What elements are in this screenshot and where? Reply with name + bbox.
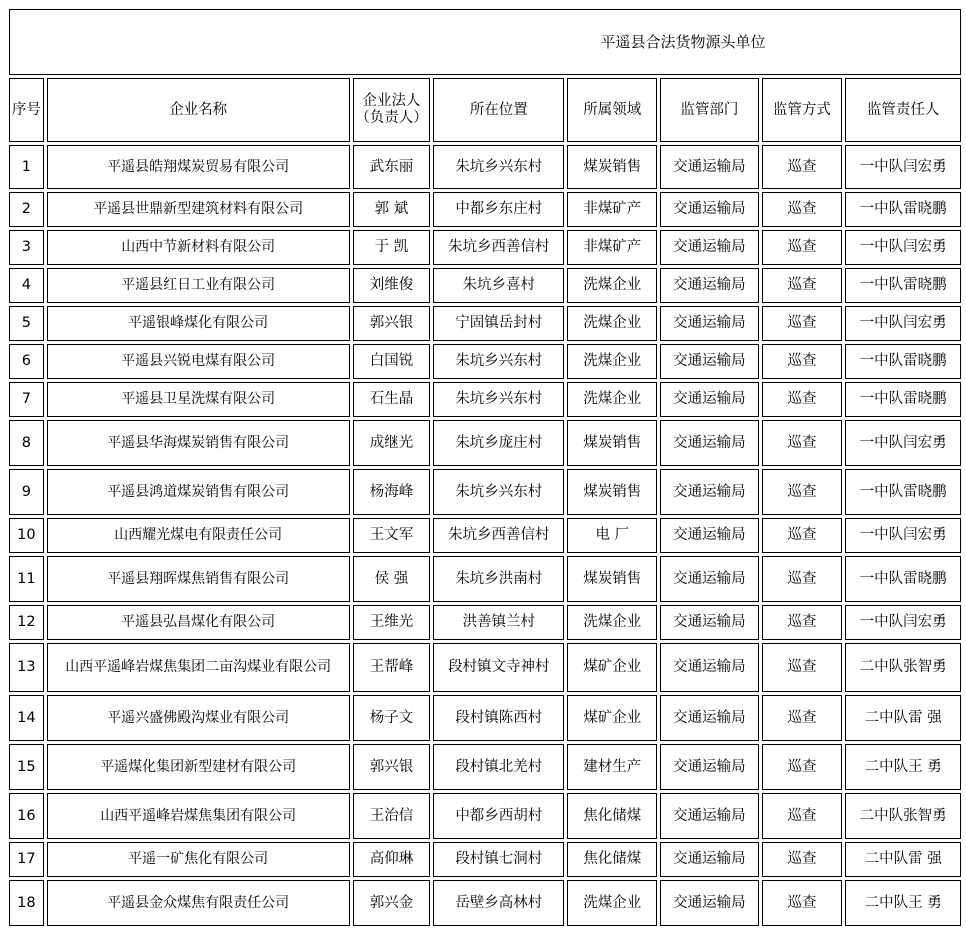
cell-location: 朱坑乡兴东村 [433,382,564,417]
cell-method: 巡查 [762,695,843,741]
cell-legal: 杨子文 [353,695,431,741]
cell-department: 交通运输局 [660,695,758,741]
cell-name: 平遥县弘昌煤化有限公司 [47,605,350,640]
cell-legal: 于 凯 [353,230,431,265]
cell-legal: 高仰琳 [353,842,431,877]
table-row [9,306,961,341]
cell-legal: 王维光 [353,605,431,640]
cell-method: 巡查 [762,192,843,227]
cell-legal: 郭兴银 [353,744,431,790]
table-row [9,695,961,741]
table-row [9,556,961,602]
table-row [9,192,961,227]
cell-seq: 13 [9,643,44,692]
cell-seq: 14 [9,695,44,741]
cell-department: 交通运输局 [660,605,758,640]
cell-location: 段村镇七洞村 [433,842,564,877]
cell-responsible: 二中队雷 强 [845,842,961,877]
cell-responsible: 一中队闫宏勇 [845,230,961,265]
table-row [9,420,961,466]
title-row [9,9,961,75]
cell-seq: 10 [9,518,44,553]
cell-responsible: 一中队雷晓鹏 [845,556,961,602]
cell-method: 巡查 [762,469,843,515]
cell-responsible: 二中队王 勇 [845,880,961,926]
cell-legal: 石生晶 [353,382,431,417]
cell-seq: 9 [9,469,44,515]
cell-name: 平遥县兴锐电煤有限公司 [47,344,350,379]
cell-seq: 2 [9,192,44,227]
cell-responsible: 一中队闫宏勇 [845,605,961,640]
table-row [9,793,961,839]
cell-name: 平遥县鸿道煤炭销售有限公司 [47,469,350,515]
cell-name: 山西平遥峰岩煤焦集团有限公司 [47,793,350,839]
cell-seq: 18 [9,880,44,926]
cell-method: 巡查 [762,518,843,553]
cell-name: 平遥县红日工业有限公司 [47,268,350,303]
cell-field: 煤炭销售 [567,469,657,515]
cell-department: 交通运输局 [660,420,758,466]
cell-field: 洗煤企业 [567,880,657,926]
table-row [9,344,961,379]
cell-responsible: 一中队雷晓鹏 [845,382,961,417]
cell-method: 巡查 [762,268,843,303]
cell-responsible: 一中队闫宏勇 [845,420,961,466]
cell-legal: 郭 斌 [353,192,431,227]
cell-responsible: 一中队闫宏勇 [845,518,961,553]
cell-name: 平遥兴盛佛殿沟煤业有限公司 [47,695,350,741]
cell-seq: 15 [9,744,44,790]
cell-seq: 7 [9,382,44,417]
header-row [9,78,961,142]
cell-field: 洗煤企业 [567,268,657,303]
table-row [9,382,961,417]
cell-responsible: 一中队雷晓鹏 [845,469,961,515]
source-units-table [6,6,964,929]
table-row [9,145,961,189]
table-row [9,880,961,926]
cell-location: 岳壁乡高林村 [433,880,564,926]
table-title: 平遥县合法货物源头单位 [600,32,766,51]
cell-location: 朱坑乡兴东村 [433,145,564,189]
cell-legal: 王文军 [353,518,431,553]
cell-department: 交通运输局 [660,842,758,877]
cell-location: 朱坑乡洪南村 [433,556,564,602]
cell-seq: 5 [9,306,44,341]
table-row [9,469,961,515]
table-row [9,518,961,553]
cell-method: 巡查 [762,420,843,466]
cell-field: 煤炭销售 [567,420,657,466]
cell-field: 煤炭销售 [567,145,657,189]
cell-seq: 11 [9,556,44,602]
cell-name: 平遥煤化集团新型建材有限公司 [47,744,350,790]
cell-method: 巡查 [762,842,843,877]
cell-location: 段村镇北羌村 [433,744,564,790]
cell-responsible: 一中队闫宏勇 [845,145,961,189]
cell-department: 交通运输局 [660,556,758,602]
cell-name: 平遥县翔晖煤焦销售有限公司 [47,556,350,602]
header-department: 监管部门 [660,78,758,142]
cell-method: 巡查 [762,230,843,265]
cell-department: 交通运输局 [660,880,758,926]
header-name: 企业名称 [47,78,350,142]
header-method: 监管方式 [762,78,843,142]
header-field: 所属领域 [567,78,657,142]
header-responsible: 监管责任人 [845,78,961,142]
cell-method: 巡查 [762,643,843,692]
cell-legal: 杨海峰 [353,469,431,515]
cell-method: 巡查 [762,382,843,417]
table-row [9,643,961,692]
cell-seq: 12 [9,605,44,640]
cell-responsible: 二中队张智勇 [845,793,961,839]
cell-department: 交通运输局 [660,145,758,189]
cell-name: 平遥县华海煤炭销售有限公司 [47,420,350,466]
table-row [9,842,961,877]
cell-department: 交通运输局 [660,382,758,417]
cell-department: 交通运输局 [660,268,758,303]
cell-department: 交通运输局 [660,744,758,790]
cell-responsible: 一中队雷晓鹏 [845,268,961,303]
cell-field: 洗煤企业 [567,344,657,379]
cell-location: 朱坑乡喜村 [433,268,564,303]
cell-field: 洗煤企业 [567,382,657,417]
cell-legal: 武东丽 [353,145,431,189]
cell-legal: 成继光 [353,420,431,466]
cell-name: 平遥一矿焦化有限公司 [47,842,350,877]
cell-department: 交通运输局 [660,643,758,692]
cell-name: 山西平遥峰岩煤焦集团二亩沟煤业有限公司 [47,643,350,692]
cell-name: 平遥县皓翔煤炭贸易有限公司 [47,145,350,189]
cell-department: 交通运输局 [660,344,758,379]
cell-location: 朱坑乡西善信村 [433,518,564,553]
cell-name: 平遥县世鼎新型建筑材料有限公司 [47,192,350,227]
cell-location: 朱坑乡西善信村 [433,230,564,265]
cell-field: 洗煤企业 [567,306,657,341]
cell-name: 山西耀光煤电有限责任公司 [47,518,350,553]
cell-method: 巡查 [762,605,843,640]
cell-seq: 4 [9,268,44,303]
cell-legal: 侯 强 [353,556,431,602]
cell-location: 段村镇陈西村 [433,695,564,741]
cell-legal: 郭兴银 [353,306,431,341]
header-legal: 企业法人（负责人） [353,78,431,142]
table-title-cell [9,9,961,75]
cell-responsible: 二中队雷 强 [845,695,961,741]
cell-legal: 郭兴金 [353,880,431,926]
cell-seq: 16 [9,793,44,839]
cell-legal: 王帮峰 [353,643,431,692]
cell-seq: 17 [9,842,44,877]
cell-field: 煤矿企业 [567,643,657,692]
cell-method: 巡查 [762,556,843,602]
cell-field: 非煤矿产 [567,230,657,265]
cell-name: 山西中节新材料有限公司 [47,230,350,265]
header-seq: 序号 [9,78,44,142]
cell-department: 交通运输局 [660,306,758,341]
cell-responsible: 二中队王 勇 [845,744,961,790]
cell-location: 朱坑乡庞庄村 [433,420,564,466]
cell-field: 焦化储煤 [567,793,657,839]
cell-seq: 6 [9,344,44,379]
cell-method: 巡查 [762,793,843,839]
cell-field: 电 厂 [567,518,657,553]
cell-department: 交通运输局 [660,192,758,227]
cell-legal: 白国锐 [353,344,431,379]
table-row [9,744,961,790]
cell-name: 平遥银峰煤化有限公司 [47,306,350,341]
cell-field: 煤矿企业 [567,695,657,741]
cell-department: 交通运输局 [660,469,758,515]
cell-responsible: 一中队雷晓鹏 [845,192,961,227]
table-row [9,230,961,265]
cell-field: 建材生产 [567,744,657,790]
cell-location: 中都乡西胡村 [433,793,564,839]
cell-location: 宁固镇岳封村 [433,306,564,341]
cell-location: 洪善镇兰村 [433,605,564,640]
cell-seq: 3 [9,230,44,265]
cell-department: 交通运输局 [660,793,758,839]
cell-location: 段村镇文寺神村 [433,643,564,692]
cell-responsible: 二中队张智勇 [845,643,961,692]
cell-name: 平遥县金众煤焦有限责任公司 [47,880,350,926]
cell-method: 巡查 [762,145,843,189]
cell-name: 平遥县卫星洗煤有限公司 [47,382,350,417]
cell-location: 中都乡东庄村 [433,192,564,227]
cell-field: 非煤矿产 [567,192,657,227]
cell-method: 巡查 [762,744,843,790]
cell-responsible: 一中队闫宏勇 [845,306,961,341]
cell-legal: 王治信 [353,793,431,839]
table-row [9,605,961,640]
cell-field: 洗煤企业 [567,605,657,640]
cell-responsible: 一中队雷晓鹏 [845,344,961,379]
cell-department: 交通运输局 [660,518,758,553]
cell-department: 交通运输局 [660,230,758,265]
table-row [9,268,961,303]
cell-seq: 1 [9,145,44,189]
cell-field: 焦化储煤 [567,842,657,877]
cell-seq: 8 [9,420,44,466]
cell-location: 朱坑乡兴东村 [433,469,564,515]
cell-method: 巡查 [762,306,843,341]
cell-method: 巡查 [762,880,843,926]
cell-field: 煤炭销售 [567,556,657,602]
cell-method: 巡查 [762,344,843,379]
cell-legal: 刘维俊 [353,268,431,303]
cell-location: 朱坑乡兴东村 [433,344,564,379]
header-location: 所在位置 [433,78,564,142]
